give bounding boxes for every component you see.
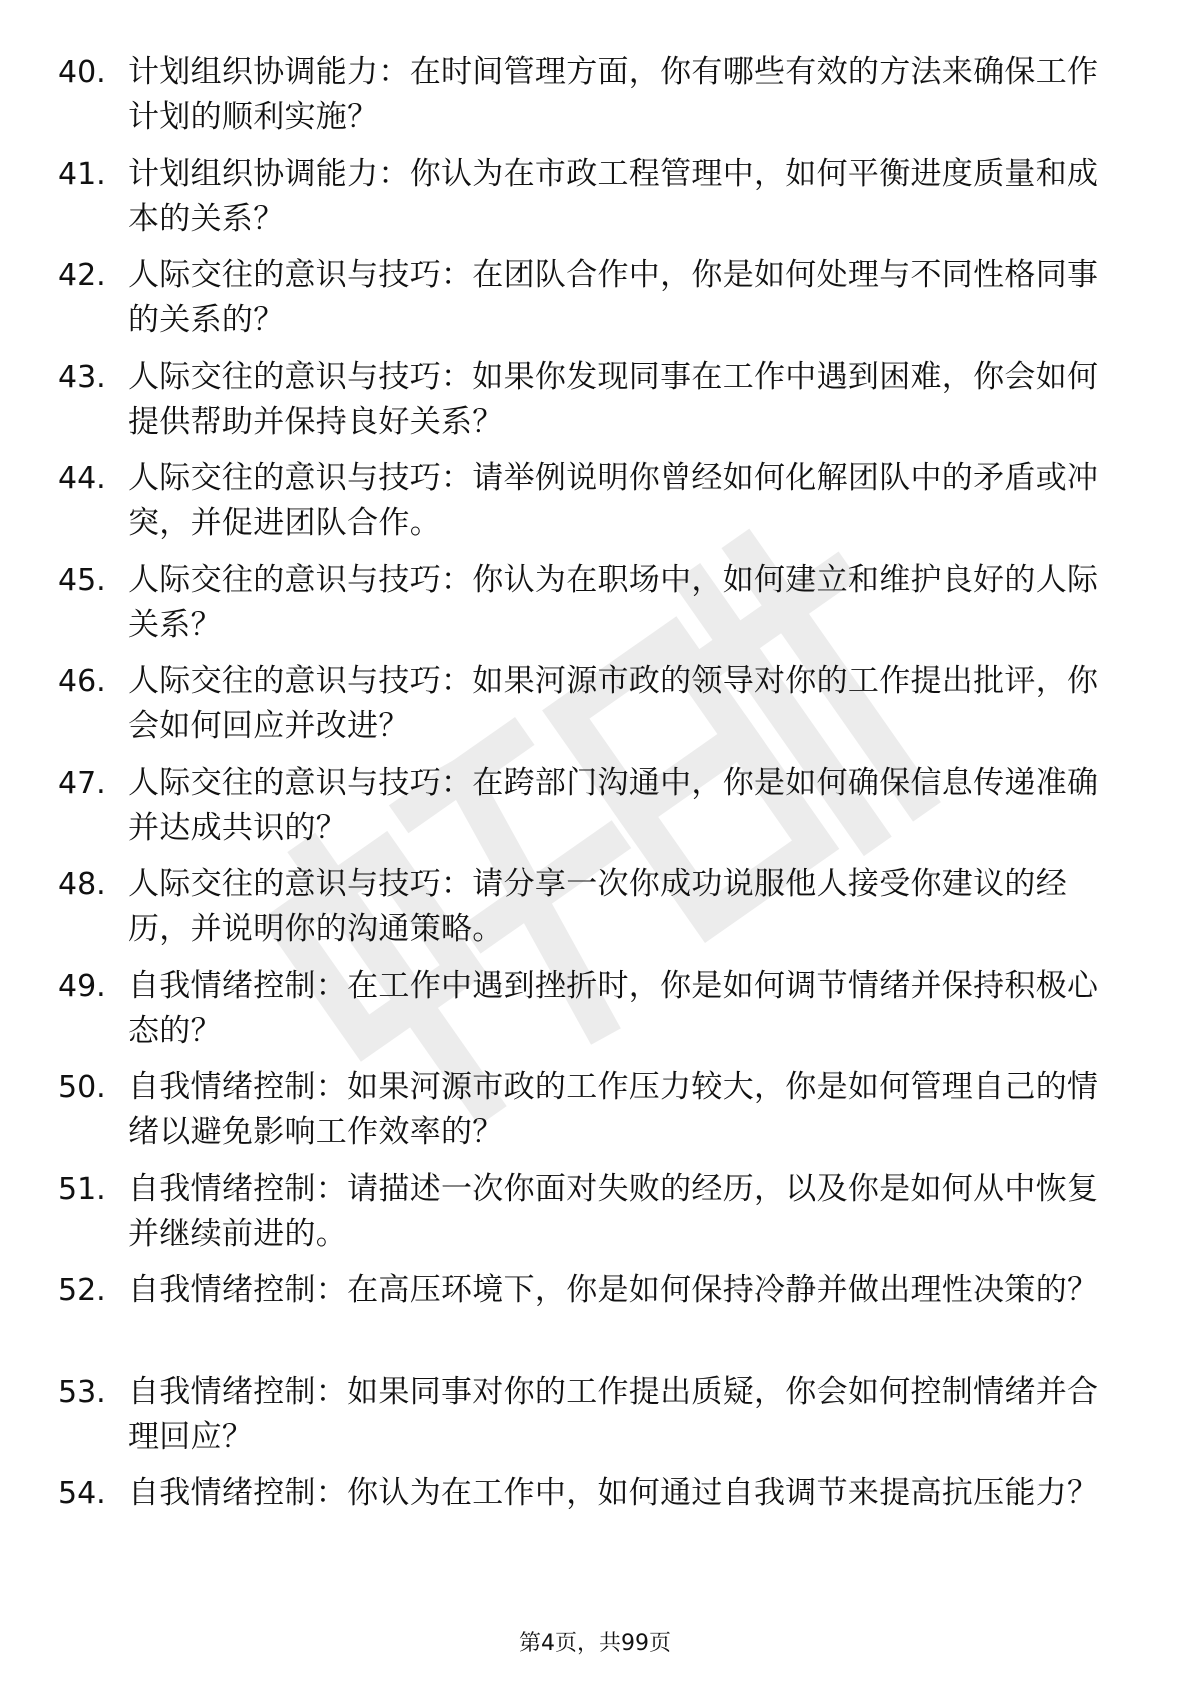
list-item	[0, 253, 1190, 355]
question-number: 46.	[58, 664, 106, 699]
question-text: 自我情绪控制：请描述一次你面对失败的经历，以及你是如何从中恢复并继续前进的。	[128, 1170, 1099, 1252]
question-number: 47.	[58, 765, 106, 801]
question-text: 自我情绪控制：在高压环境下，你是如何保持冷静并做出理性决策的？	[128, 1272, 1099, 1308]
list-item	[0, 1370, 1190, 1472]
question-number: 40.	[58, 55, 106, 90]
list-item	[0, 1268, 1190, 1370]
question-number: 53.	[58, 1374, 106, 1410]
page-number-footer: 第4页，共99页	[519, 1631, 671, 1656]
question-text: 人际交往的意识与技巧：请举例说明你曾经如何化解团队中的矛盾或冲突，并促进团队合作。	[128, 460, 1099, 541]
question-number: 52.	[58, 1273, 106, 1308]
list-item	[0, 1167, 1190, 1269]
question-text: 人际交往的意识与技巧：你认为在职场中，如何建立和维护良好的人际关系？	[128, 561, 1099, 643]
list-item	[0, 659, 1190, 761]
list-item	[0, 862, 1190, 964]
list-item	[0, 761, 1190, 863]
question-number: 50.	[58, 1070, 106, 1105]
question-text: 自我情绪控制：在工作中遇到挫折时，你是如何调节情绪并保持积极心态的？	[128, 967, 1099, 1049]
question-text: 人际交往的意识与技巧：请分享一次你成功说服他人接受你建议的经历，并说明你的沟通策略。	[128, 866, 1067, 947]
question-number: 49.	[58, 968, 106, 1004]
question-number: 51.	[58, 1171, 106, 1207]
list-item	[0, 152, 1190, 254]
question-list	[0, 50, 1190, 1573]
question-number: 41.	[58, 156, 106, 192]
question-number: 43.	[58, 359, 106, 395]
list-item	[0, 355, 1190, 457]
question-number: 45.	[58, 562, 106, 598]
question-text: 自我情绪控制：如果河源市政的工作压力较大，你是如何管理自己的情绪以避免影响工作效率的？	[128, 1069, 1099, 1150]
list-item	[0, 964, 1190, 1066]
list-item	[0, 1471, 1190, 1573]
question-text: 计划组织协调能力：在时间管理方面，你有哪些有效的方法来确保工作计划的顺利实施？	[128, 54, 1099, 135]
question-text: 人际交往的意识与技巧：如果你发现同事在工作中遇到困难，你会如何提供帮助并保持良好关系？	[128, 358, 1099, 440]
question-number: 42.	[58, 258, 106, 293]
question-text: 计划组织协调能力：你认为在市政工程管理中，如何平衡进度质量和成本的关系？	[128, 155, 1099, 237]
question-text: 自我情绪控制：如果同事对你的工作提出质疑，你会如何控制情绪并合理回应？	[128, 1373, 1099, 1455]
list-item	[0, 558, 1190, 660]
question-number: 48.	[58, 867, 106, 902]
question-text: 自我情绪控制：你认为在工作中，如何通过自我调节来提高抗压能力？	[128, 1475, 1099, 1511]
question-text: 人际交往的意识与技巧：在团队合作中，你是如何处理与不同性格同事的关系的？	[128, 257, 1099, 338]
question-number: 44.	[58, 461, 106, 496]
question-number: 54.	[58, 1476, 106, 1511]
list-item	[0, 50, 1190, 152]
list-item	[0, 1065, 1190, 1167]
list-item	[0, 456, 1190, 558]
question-text: 人际交往的意识与技巧：在跨部门沟通中，你是如何确保信息传递准确并达成共识的？	[128, 764, 1099, 846]
question-text: 人际交往的意识与技巧：如果河源市政的领导对你的工作提出批评，你会如何回应并改进？	[128, 663, 1099, 744]
